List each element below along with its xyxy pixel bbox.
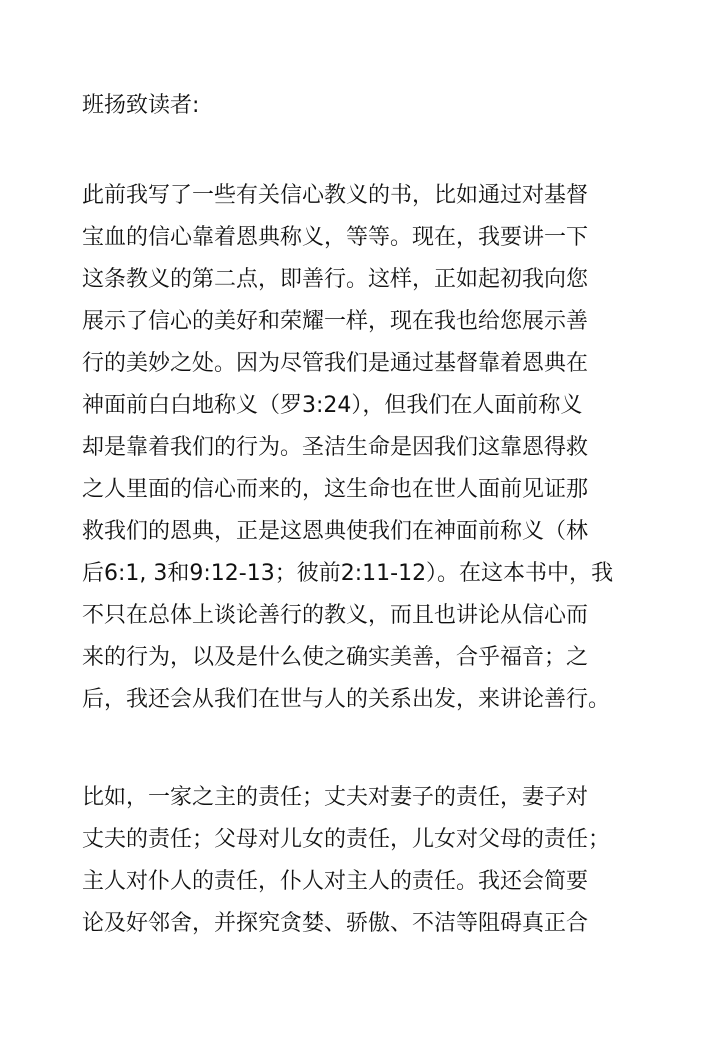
paragraph-line: 这条教义的第二点，即善行。这样，正如起初我向您 — [82, 267, 589, 292]
paragraph-2 — [82, 777, 712, 945]
paragraph-line: 行的美妙之处。因为尽管我们是通过基督靠着恩典在 — [82, 351, 589, 376]
paragraph-line: 不只在总体上谈论善行的教义，而且也讲论从信心而 — [82, 603, 589, 628]
paragraph-line: 主人对仆人的责任，仆人对主人的责任。我还会简要 — [82, 869, 589, 894]
paragraph-line: 展示了信心的美好和荣耀一样，现在我也给您展示善 — [82, 309, 589, 334]
paragraph-line: 神面前白白地称义（罗3:24），但我们在人面前称义 — [82, 393, 583, 418]
paragraph-line: 比如，一家之主的责任；丈夫对妻子的责任，妻子对 — [82, 785, 589, 810]
paragraph-line: 后6:1, 3和9:12-13；彼前2:11-12）。在这本书中，我 — [82, 561, 614, 586]
paragraph-line: 丈夫的责任；父母对儿女的责任，儿女对父母的责任； — [82, 827, 611, 852]
salutation-line: 班扬致读者: — [82, 93, 200, 118]
paragraph-line: 论及好邻舍，并探究贪婪、骄傲、不洁等阻碍真正合 — [82, 911, 589, 936]
paragraph-line: 此前我写了一些有关信心教义的书，比如通过对基督 — [82, 183, 589, 208]
salutation — [82, 85, 712, 127]
paragraph-line: 之人里面的信心而来的，这生命也在世人面前见证那 — [82, 477, 589, 502]
paragraph-line: 宝血的信心靠着恩典称义，等等。现在，我要讲一下 — [82, 225, 589, 250]
paragraph-1 — [82, 175, 712, 721]
paragraph-line: 却是靠着我们的行为。圣洁生命是因我们这靠恩得救 — [82, 435, 589, 460]
paragraph-line: 来的行为，以及是什么使之确实美善，合乎福音；之 — [82, 645, 589, 670]
paragraph-line: 后，我还会从我们在世与人的关系出发，来讲论善行。 — [82, 687, 611, 712]
paragraph-line: 救我们的恩典，正是这恩典使我们在神面前称义（林 — [82, 519, 589, 544]
